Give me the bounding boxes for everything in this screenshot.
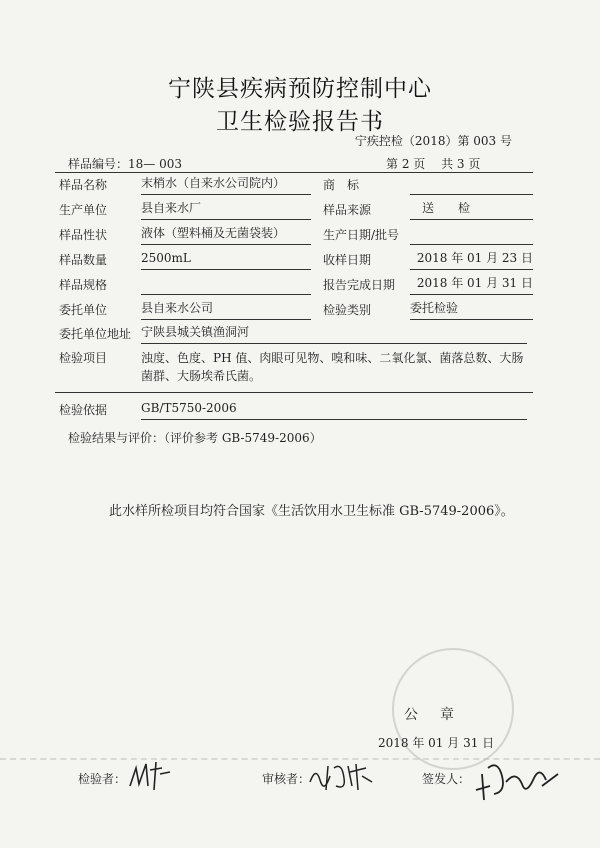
- row-value: 宁陕县城关镇渔洞河: [141, 322, 527, 344]
- row-value: 末梢水（自来水公司院内）: [141, 173, 311, 195]
- sample-number: 样品编号：18— 003: [68, 157, 182, 171]
- table-row: [55, 198, 533, 222]
- row-label: 样品数量: [59, 253, 108, 267]
- row-label: 委托单位地址: [59, 327, 132, 341]
- row-value: [410, 173, 533, 195]
- items-rule: [55, 392, 533, 393]
- row-value: 2018 年 01 月 31 日: [410, 273, 533, 295]
- table-row: [55, 173, 533, 197]
- table-row: [55, 298, 533, 322]
- inspector-label: 检验者：: [78, 772, 127, 786]
- row-value: 2018 年 01 月 23 日: [410, 248, 533, 270]
- inspection-basis-value: GB/T5750-2006: [141, 398, 527, 420]
- row-label: 样品规格: [59, 278, 108, 292]
- table-row: [55, 322, 533, 346]
- table-row: [55, 273, 533, 297]
- issuer-label: 签发人：: [422, 772, 471, 786]
- row-value: 送 检: [410, 198, 533, 220]
- row-label: 商 标: [323, 178, 360, 192]
- row-label: 收样日期: [323, 253, 372, 267]
- row-value: [141, 273, 311, 295]
- table-row: [55, 223, 533, 247]
- row-label: 生产单位: [59, 203, 108, 217]
- row-label: 委托单位: [59, 303, 108, 317]
- reviewer-label: 审核者：: [262, 772, 311, 786]
- seal-label: 公 章: [404, 707, 458, 723]
- row-label: 报告完成日期: [323, 278, 396, 292]
- row-value: 液体（塑料桶及无菌袋装）: [141, 223, 311, 245]
- conclusion-text: 此水样所检项目均符合国家《生活饮用水卫生标准 GB-5749-2006》。: [109, 504, 514, 519]
- row-value: 2500mL: [141, 248, 311, 270]
- row-value: 县自来水公司: [141, 298, 311, 320]
- row-value: 委托检验: [410, 298, 533, 320]
- row-label: 样品性状: [59, 228, 108, 242]
- page-info: 第 2 页 共 3 页: [386, 157, 481, 171]
- inspection-items-value: 浊度、色度、PH 值、肉眼可见物、嗅和味、二氧化氯、菌落总数、大肠菌群、大肠埃希氏菌。: [141, 351, 524, 383]
- report-org-title: 宁陕县疾病预防控制中心: [168, 76, 432, 102]
- inspection-items-label: 检验项目: [59, 351, 108, 365]
- report-title: 卫生检验报告书: [216, 109, 384, 135]
- row-label: 样品名称: [59, 178, 108, 192]
- reviewer-signature-icon: [306, 756, 376, 796]
- inspector-signature-icon: [126, 756, 176, 796]
- document-number: 宁疾控检（2018）第 003 号: [354, 134, 512, 148]
- inspection-basis-row: [55, 398, 533, 422]
- row-label: 检验类别: [323, 303, 372, 317]
- issuer-signature-icon: [472, 756, 562, 806]
- row-label: 样品来源: [323, 203, 372, 217]
- inspection-basis-label: 检验依据: [59, 403, 108, 417]
- row-label: 生产日期/批号: [323, 228, 400, 242]
- result-label: 检验结果与评价：（评价参考 GB-5749-2006）: [68, 431, 322, 445]
- row-value: 县自来水厂: [141, 198, 311, 220]
- row-value: [410, 223, 533, 245]
- table-row: [55, 248, 533, 272]
- seal-date: 2018 年 01 月 31 日: [378, 736, 495, 750]
